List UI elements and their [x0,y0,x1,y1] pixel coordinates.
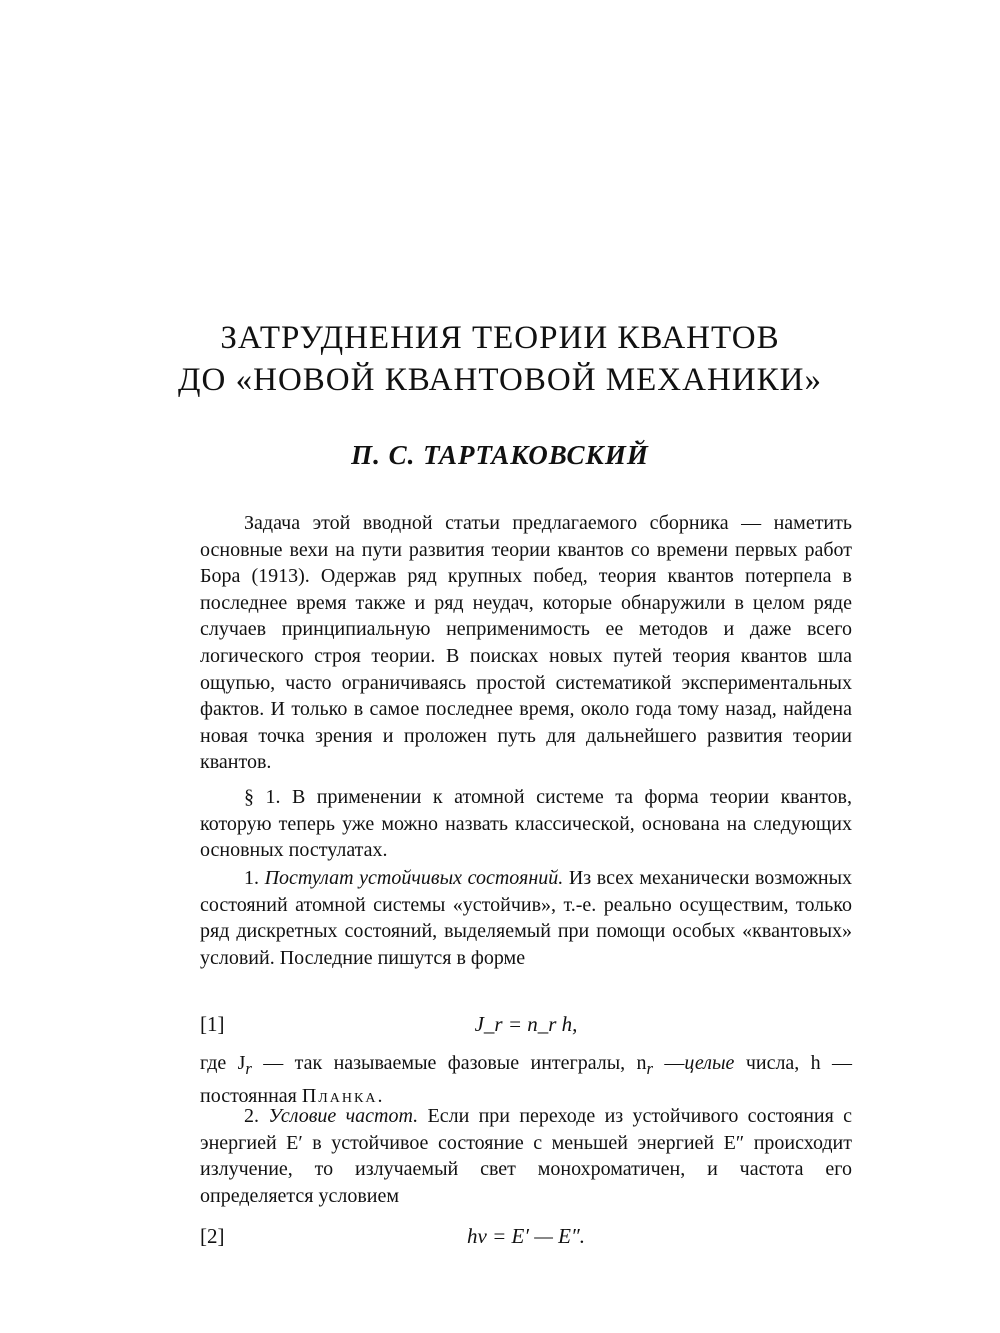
explanation-italic-word: целые [684,1052,735,1074]
postulate-2-number: 2. [244,1105,259,1127]
formula-1 [200,1012,852,1042]
postulate-1-title: Постулат устойчивых состояний. [264,867,564,889]
formula-1-expression: J_r = n_r h, [474,1012,578,1036]
planck-name: Планка. [301,1084,385,1107]
postulate-2-title: Условие частот. [268,1105,419,1127]
section-1-paragraph: § 1. В применении к атомной системе та форма теории квантов, которую теперь уже можно назвать классической, основана на следующих основных постулатах. [200,786,852,862]
title-line-2: ДО «НОВОЙ КВАНТОВОЙ МЕХАНИКИ» [178,362,822,398]
postulate-1-paragraph [200,865,852,971]
explanation-sub-n: r [646,1059,654,1078]
postulate-1-text: Из всех механически возможных состояний атомной системы «устойчив», т.-е. реально осуществим, только ряд дискретных состояний, выделяемый при помощи особых «квантовых» условий. Последние пишутся в форме [200,867,853,969]
formula-1-explanation [200,1050,852,1109]
formula-1-number: [1] [200,1012,225,1036]
formula-2-number: [2] [200,1224,225,1248]
explanation-sub-j: r [245,1059,252,1078]
title-line-1: ЗАТРУДНЕНИЯ ТЕОРИИ КВАНТОВ [220,320,780,356]
formula-2-expression: hν = E′ — E″. [467,1224,585,1248]
explanation-part-d: числа, h — постоянная [200,1052,853,1107]
postulate-1-number: 1. [244,867,259,889]
postulate-2-text: Если при переходе из устойчивого состояния с энергией E′ в устойчивое состояние с меньшей энергией E″ происходит излучение, то излучаемый свет монохроматичен, и частота его определяется условием [200,1105,853,1207]
explanation-part-b: — так называемые фазовые интегралы, n [263,1052,647,1074]
postulate-2-paragraph [200,1103,852,1209]
intro-paragraph: Задача этой вводной статьи предлагаемого сборника — наметить основные вехи на пути развития теории квантов со времени первых работ Бора (1913). Одержав ряд крупных побед, теория квантов потерпела в последнее время также и ряд неудач, которые обнаружили в целом ряде случаев принципиальную неприменимость ее методов и даже всего логического строя теории. В поисках новых путей теория квантов шла ощупью, часто ограничиваясь простой систематикой экспериментальных фактов. И только в самое последнее время, около года тому назад, найдена новая точка зрения и проложен путь для дальнейшего развития теории квантов. [200,512,852,774]
explanation-dash: — [664,1052,685,1074]
author-name: П. С. ТАРТАКОВСКИЙ [351,440,649,470]
explanation-part-a: где J [200,1052,246,1074]
formula-2 [200,1224,852,1254]
